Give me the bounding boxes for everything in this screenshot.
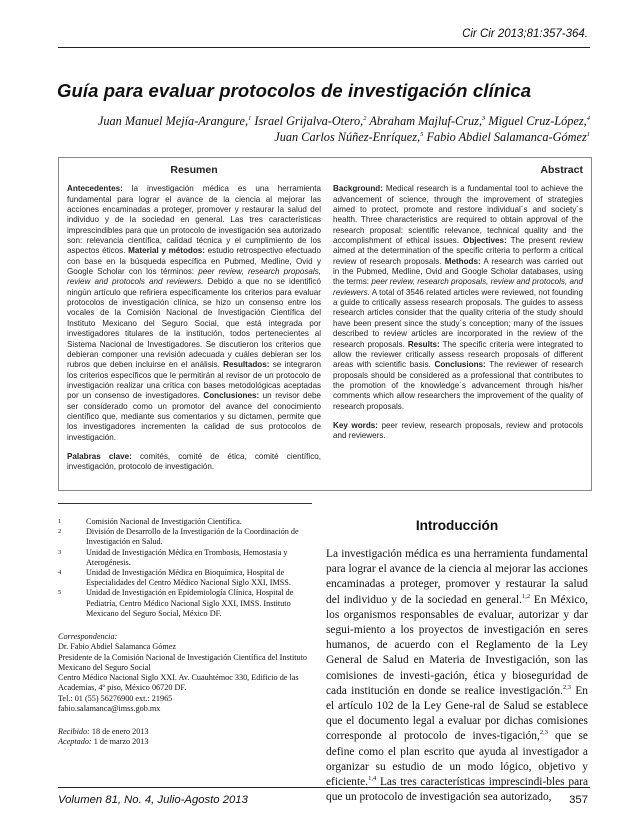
author-list xyxy=(60,113,590,145)
palabras-text: comités, comité de ética, comité científico, investigación, protocolo de investigación. xyxy=(67,451,322,472)
introduction-body: La investigación médica es una herramienta fundamental para lograr el avance de la ciencia al mejorar las acciones encaminadas a proteger, promover y restaurar la salud del individuo y de la sociedad en general.$^{1,2}$ En México, los organismos responsables de evaluar, autorizar y dar segui-miento a los proyectos de investigación en seres humanos, de acuerdo con el Reglamento de la Ley General de Salud en Materia de Investigación, son las comisiones de investi-gación, ética y bioseguridad de cada institución en donde se realice investigación.$^{2,3}$ En el artículo 102 de la Ley Gene-ral de Salud se establece que el documento legal a evaluar por dichas comisiones corresponde al protocolo de inves-tigación,$^{2,3}$ que se define como el plan escrito que ayuda al investigador a organizar su estudio de un modo lógico, objetivo y eficiente.$^{1,4}$ Las tres características imprescindi-bles para que un protocolo de investigación sea autorizado, xyxy=(326,548,588,804)
affiliation-marker: 1 xyxy=(248,114,252,122)
affiliation-marker: 3 xyxy=(482,114,486,122)
author-line-2 xyxy=(60,129,590,145)
results-label: Results: xyxy=(407,339,440,349)
footnote-text: Unidad de Investigación en Epidemiología Clínica, Hospital de Pediatría, Centro Médico Nacional Siglo XXI, IMSS. Instituto Mexicano del Seguro Social, México DF. xyxy=(86,588,294,618)
citation-ref: 1,2 xyxy=(521,592,531,600)
footnote-number: 4 xyxy=(58,569,62,577)
methods-label: Methods: xyxy=(444,256,481,266)
palabras-clave xyxy=(67,452,321,473)
correspondence-block xyxy=(58,632,320,714)
footnote-item xyxy=(58,517,313,527)
citation-ref: 1,4 xyxy=(368,775,377,783)
affiliation-marker: 1 xyxy=(586,130,590,138)
methods-terms: peer review, research proposals, review and protocols, and reviewers. xyxy=(333,277,584,297)
methods-text: A research was carried out in the Pubmed, Medline, Ovid and Google Scholar databases, using the terms: xyxy=(333,256,583,287)
abstract-heading: Abstract xyxy=(540,164,583,176)
objectives-label: Objectives: xyxy=(463,236,507,246)
author-name: Juan Manuel Mejía-Arangure, xyxy=(97,114,249,128)
objectives-text: The present review aimed at the determination of the specific criteria to perform a critical review of research proposals. xyxy=(333,236,584,266)
footnote-number: 5 xyxy=(58,589,62,597)
footnote-item xyxy=(58,527,313,547)
author-name: Juan Carlos Núñez-Enríquez, xyxy=(274,130,421,144)
correspondence-email[interactable]: fabio.salamanca@imss.gob.mx xyxy=(58,704,161,714)
resumen-column xyxy=(67,165,321,473)
article-title: Guía para evaluar protocolos de investigación clínica xyxy=(57,80,532,101)
conclusiones-text: un revisor debe ser considerado como un promotor del avance del conocimiento científico que, mediante sus comentarios y su dictamen, permite que los investigadores incrementen la calidad de sus protocolos de investigación. xyxy=(67,391,321,442)
affiliation-marker: 4 xyxy=(586,114,590,122)
abstract-box xyxy=(58,157,592,491)
footnote-item xyxy=(58,588,313,619)
material-text: estudio retrospectivo efectuado con base en la búsqueda específica en Pubmed, Medline, Ovid y Google Scholar con los términos: xyxy=(67,246,321,277)
introduction-heading: Introducción xyxy=(415,518,499,533)
footnote-number: 2 xyxy=(58,528,62,536)
background-text: Medical research is a fundamental tool to achieve the advancement of science, through the improvement of strategies aimed to protect, promote and restore individual´s and society´s health. Three characteristics are required to obtain approval of the research proposal: scientific relevance, technical quality and the accomplishment of ethical issues. xyxy=(333,184,583,246)
footnote-number: 3 xyxy=(58,548,62,556)
correspondence-line: Presidente de la Comisión Nacional de Investigación Científica del Instituto Mexicano del Seguro Social xyxy=(58,652,307,672)
footnote-item xyxy=(58,568,313,588)
citation-ref: 2,3 xyxy=(562,684,572,692)
antecedentes-text: la investigación médica es una herramienta fundamental para lograr el avance de la ciencia al mejorar las acciones encaminadas a proteger, promover y restaurar la salud del individuo y de la sociedad en general. Las tres características imprescindibles para que un protocolo de investigación sea autorizado son: relevancia científica, calidad técnica y el cumplimiento de los aspectos éticos. xyxy=(67,184,321,256)
abstract-column xyxy=(333,165,583,442)
top-rule xyxy=(58,47,590,48)
results-text: The specific criteria were integrated to allow the reviewer critically assess research proposals of different areas with scientific basis. xyxy=(333,339,584,370)
background-label: Background: xyxy=(333,184,383,194)
citation-ref: 2,3 xyxy=(539,729,548,737)
author-name: Israel Grijalva-Otero, xyxy=(251,114,364,128)
accepted-date: Aceptado: 1 de marzo 2013 xyxy=(58,737,149,747)
journal-citation: Cir Cir 2013;81:357-364. xyxy=(462,28,588,40)
methods-text: A total of 3546 related articles were reviewed, not founding a guide to critically assess research proposals. The guides to assess research articles consider that the quality criteria of the study should have been present since the study´s conception; many of the issues described to review articles are incorporated in the review of the research proposals. xyxy=(333,287,583,349)
material-text: Debido a que no se identificó ningún artículo que refiriera específicamente los criterios para evaluar protocolos de investigación clínica, se hizo un consenso entre los vocales de la Comisión Nacional de Investigación Científica del Instituto Mexicano del Seguro Social, que está integrada por investigadores titulares de la institución, todos pertenecientes al Sistema Nacional de Investigadores. Se discutieron los criterios que debieran componer una revisión adecuada y cuáles debieran ser los rubros que deben incluirse en el análisis. xyxy=(67,277,321,370)
author-name: Miguel Cruz-López, xyxy=(485,114,587,128)
correspondence-line: Tel.: 01 (55) 56276900 ext.: 21965 xyxy=(58,693,173,703)
footer-volume: Volumen 81, No. 4, Julio-Agosto 2013 xyxy=(58,794,248,806)
footnote-text: Comisión Nacional de Investigación Científica. xyxy=(86,517,242,526)
page-number: 357 xyxy=(569,794,588,806)
author-name: Abraham Majluf-Cruz, xyxy=(366,114,483,128)
correspondence-label: Correspondencia: xyxy=(58,632,118,641)
material-label: Material y métodos: xyxy=(128,246,205,256)
keywords xyxy=(333,421,583,442)
conclusions-label: Conclusions: xyxy=(434,360,486,370)
correspondence-line: Dr. Fabio Abdiel Salamanca Gómez xyxy=(58,642,177,652)
footnote-item xyxy=(58,548,313,568)
article-dates xyxy=(58,727,320,748)
received-date: Recibido: 18 de enero 2013 xyxy=(58,727,149,736)
footnote-number: 1 xyxy=(58,518,62,525)
author-name: Fabio Abdiel Salamanca-Gómez xyxy=(423,130,587,144)
affiliation-footnotes xyxy=(58,517,313,619)
footnote-text: Unidad de Investigación Médica en Bioquímica, Hospital de Especialidades del Centro Médico Nacional Siglo XXI, IMSS. xyxy=(86,568,291,588)
affiliation-marker: 2 xyxy=(363,114,367,122)
bottom-rule xyxy=(58,787,590,788)
abstract-body xyxy=(333,184,583,412)
footnote-text: Unidad de Investigación Médica en Trombosis, Hemostasia y Aterogénesis. xyxy=(86,547,288,567)
author-line-1 xyxy=(60,113,590,129)
footnote-text: División de Desarrollo de la Investigación de la Coordinación de Investigación en Salud. xyxy=(86,527,299,547)
footnote-rule xyxy=(58,503,312,504)
resultados-label: Resultados: xyxy=(223,360,270,370)
conclusiones-label: Conclusiones: xyxy=(203,391,260,401)
material-terms: peer review, research proposals, review and protocols and reviewers. xyxy=(67,267,322,287)
affiliation-marker: 5 xyxy=(420,130,424,138)
resumen-heading: Resumen xyxy=(170,164,218,176)
keywords-text: peer review, research proposals, review and protocols and reviewers. xyxy=(333,420,583,441)
palabras-label: Palabras clave: xyxy=(67,451,132,461)
antecedentes-label: Antecedentes: xyxy=(67,184,123,194)
resumen-body xyxy=(67,184,321,443)
keywords-label: Key words: xyxy=(333,420,378,430)
resultados-text: se integraron los criterios específicos que le permitirán al revisor de un protocolo de investigación realizar una crítica con bases metodológicas aceptadas por un consenso de investigadores. xyxy=(67,360,321,401)
conclusions-text: The reviewer of research proposals should be considered as a professional that contributes to the promotion of the knowledge´s advancement through his/her comments which allow researchers the improvement of the quality of research proposals. xyxy=(333,360,583,411)
correspondence-line: Centro Médico Nacional Siglo XXI. Av. Cuauhtémoc 330, Edificio de las Academias, 4º piso, México 06720 DF. xyxy=(58,673,299,693)
